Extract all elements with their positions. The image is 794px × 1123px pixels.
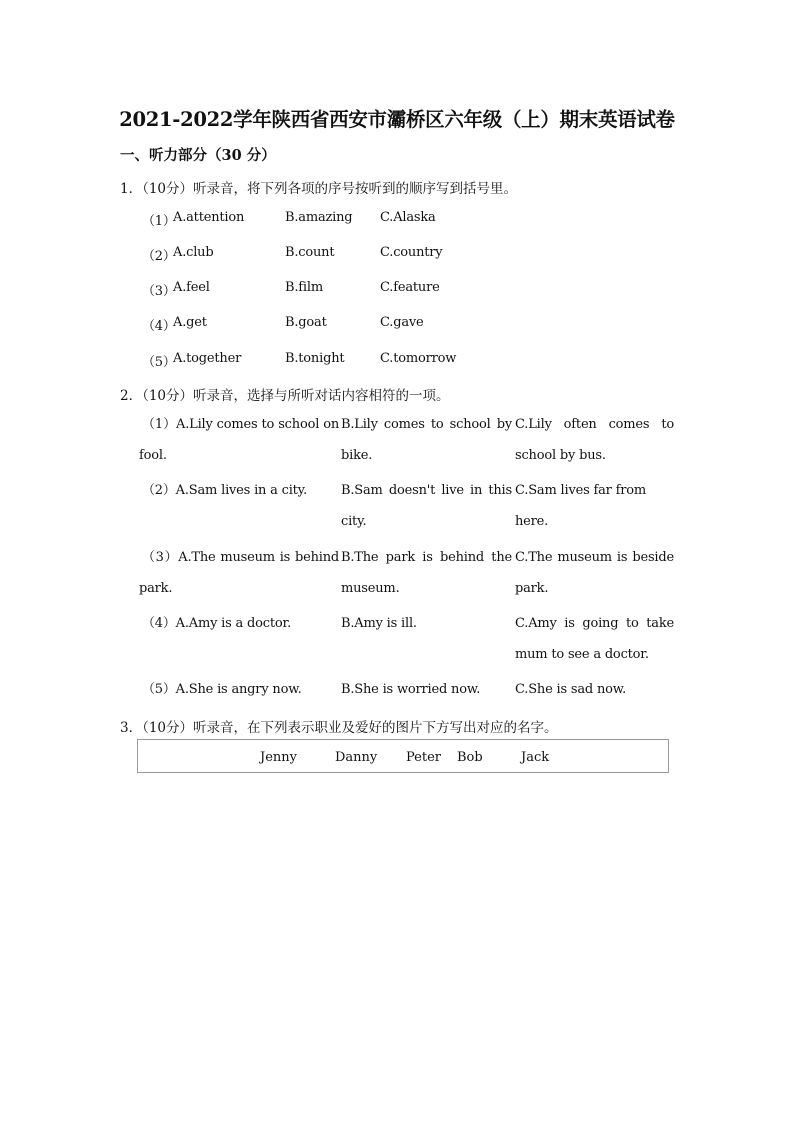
option-a-line1: （5）A.She is angry now. [142, 682, 302, 697]
option-b [341, 409, 512, 471]
section-heading: 一、听力部分（30 分） [120, 147, 276, 164]
question-2-stem: 2．（10分）听录音，选择与所听对话内容相符的一项。 [120, 388, 450, 404]
option-c [515, 674, 674, 705]
option-c [515, 409, 674, 471]
option-a [142, 475, 339, 506]
option-c: C.Alaska [380, 210, 436, 225]
option-c-line2: mum to see a doctor. [515, 647, 649, 662]
names-box [137, 739, 669, 773]
option-b: B.film [285, 280, 323, 295]
name-label: Jack [521, 750, 550, 765]
option-a: A.club [173, 245, 214, 260]
option-b: B.count [285, 245, 335, 260]
option-a: A.together [173, 351, 242, 366]
option-a-line2: park. [139, 581, 173, 596]
option-c-line1: C.The museum is beside [515, 550, 674, 565]
option-a [139, 409, 339, 471]
name-label: Peter [406, 750, 441, 765]
option-a-line1: （4）A.Amy is a doctor. [142, 616, 292, 631]
option-c-line2: park. [515, 581, 549, 596]
option-c: C.country [380, 245, 443, 260]
option-b-line2: city. [341, 514, 367, 529]
option-a-line1: （3）A.The museum is behind [142, 550, 339, 565]
option-a: A.attention [173, 210, 245, 225]
option-c-line1: C.Lily often comes to [515, 417, 674, 432]
option-c [515, 542, 674, 604]
name-label: Bob [457, 750, 483, 765]
option-num: （4） [142, 319, 176, 334]
option-a [139, 542, 339, 604]
option-c: C.tomorrow [380, 351, 457, 366]
option-a-line1: （2）A.Sam lives in a city. [142, 483, 308, 498]
option-b-line1: B.Amy is ill. [341, 616, 417, 631]
option-b-line1: B.The park is behind the [341, 550, 512, 565]
option-b-line1: B.Lily comes to school by [341, 417, 512, 432]
option-c: C.gave [380, 315, 424, 330]
option-c-line1: C.Sam lives far from here. [515, 483, 646, 529]
name-label: Jenny [260, 750, 297, 765]
option-c [515, 608, 674, 670]
option-num: （5） [142, 355, 176, 370]
option-num: （3） [142, 284, 176, 299]
option-num: （2） [142, 249, 176, 264]
option-a [142, 608, 339, 639]
option-b-line1: B.Sam doesn't live in this [341, 483, 512, 498]
option-b-line2: museum. [341, 581, 400, 596]
name-label: Danny [335, 750, 378, 765]
option-b-line2: bike. [341, 448, 373, 463]
option-c: C.feature [380, 280, 440, 295]
option-c-line1: C.Amy is going to take [515, 616, 674, 631]
option-c-line1: C.She is sad now. [515, 682, 627, 697]
option-b [341, 475, 512, 537]
option-c-line2: school by bus. [515, 448, 606, 463]
option-a-line2: fool. [139, 448, 167, 463]
option-a [142, 674, 339, 705]
question-1-stem: 1．（10分）听录音，将下列各项的序号按听到的顺序写到括号里。 [120, 181, 518, 197]
option-b: B.goat [285, 315, 327, 330]
option-b [341, 608, 512, 639]
option-b-line1: B.She is worried now. [341, 682, 481, 697]
option-num: （1） [142, 214, 176, 229]
option-a: A.get [173, 315, 207, 330]
option-b [341, 542, 512, 604]
option-b: B.amazing [285, 210, 353, 225]
option-b: B.tonight [285, 351, 345, 366]
option-a-line1: （1）A.Lily comes to school on [142, 417, 339, 432]
option-b [341, 674, 512, 705]
option-a: A.feel [173, 280, 210, 295]
question-3-stem: 3．（10分）听录音，在下列表示职业及爱好的图片下方写出对应的名字。 [120, 720, 558, 736]
option-c [515, 475, 674, 537]
page-title: 2021-2022学年陕西省西安市灞桥区六年级（上）期末英语试卷 [119, 108, 675, 131]
